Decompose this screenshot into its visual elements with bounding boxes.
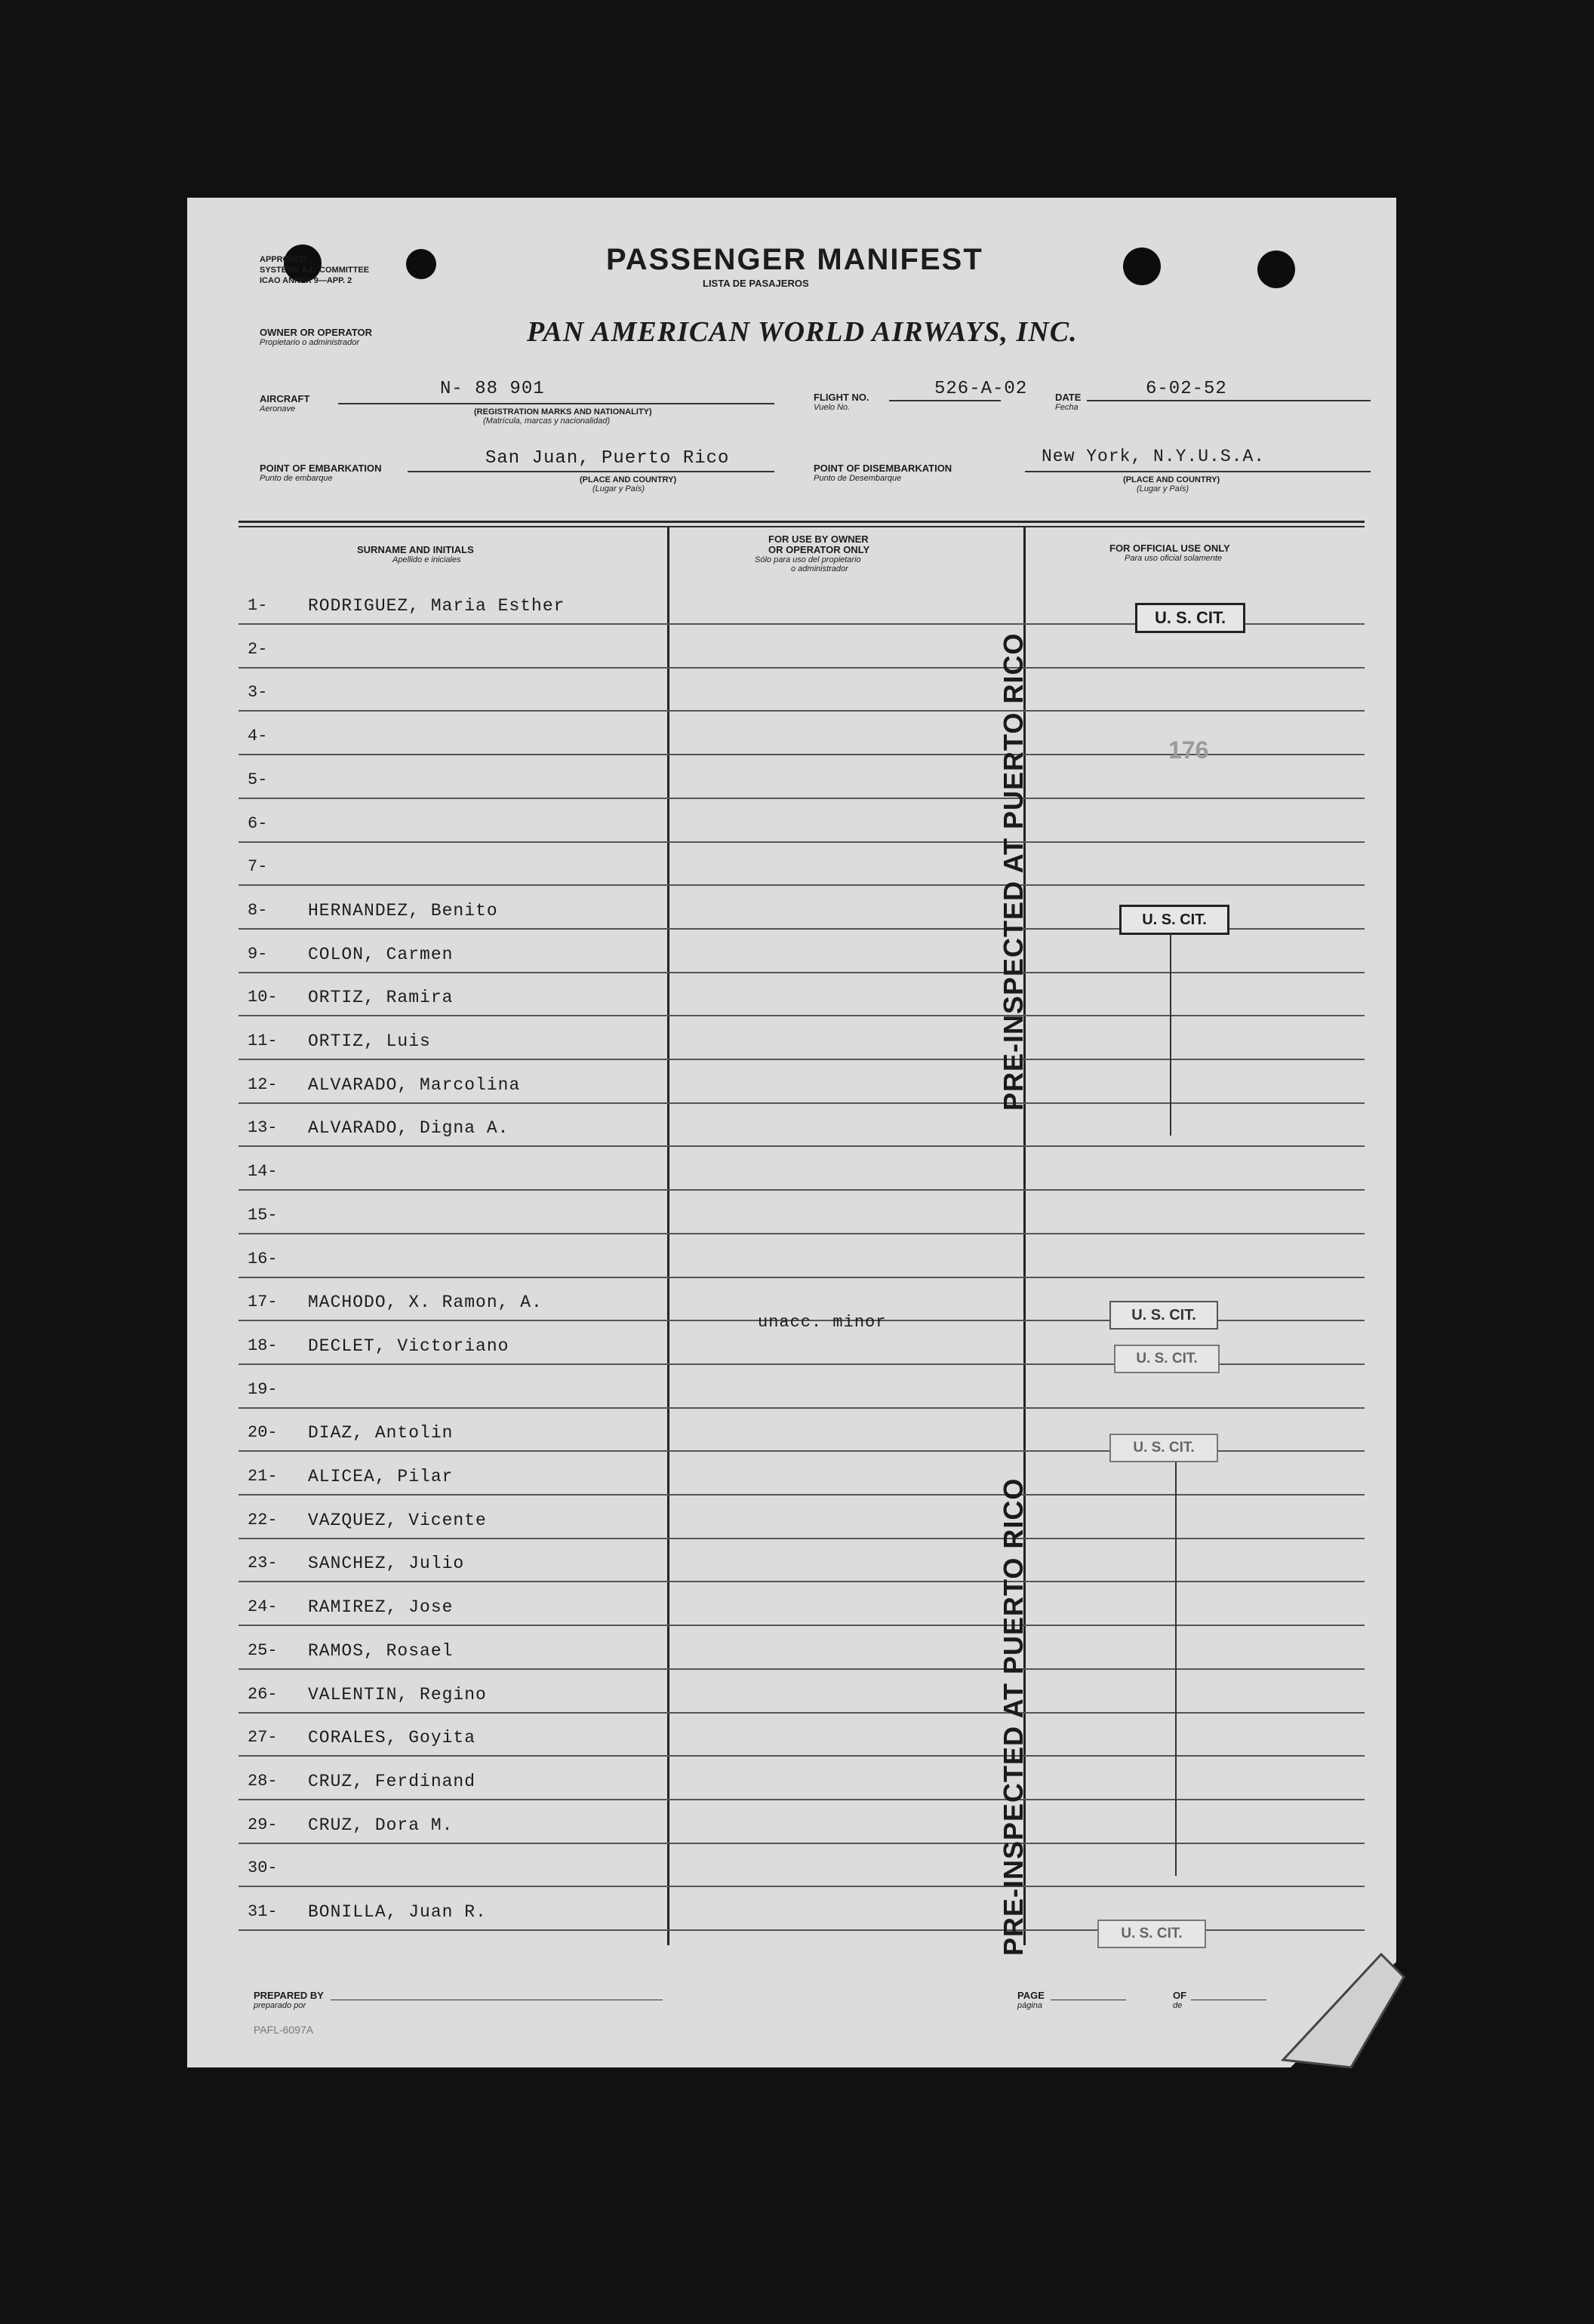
row-rule <box>238 884 1365 886</box>
passenger-name: RODRIGUEZ, Maria Esther <box>308 596 565 616</box>
row-rule <box>238 1015 1365 1016</box>
form-number: PAFL-6097A <box>254 2024 314 2036</box>
flight-label-es: Vuelo No. <box>814 403 851 412</box>
col-official-header: FOR OFFICIAL USE ONLY <box>1109 543 1230 554</box>
date-underline <box>1087 400 1371 401</box>
row-number: 29- <box>248 1815 278 1834</box>
row-rule <box>238 1755 1365 1757</box>
row-number: 18- <box>248 1336 278 1355</box>
row-number: 1- <box>248 596 268 615</box>
row-number: 7- <box>248 857 268 876</box>
pre-inspected-stamp-top: PRE-INSPECTED AT PUERTO RICO <box>998 632 1029 1111</box>
row-number: 17- <box>248 1293 278 1311</box>
passenger-name: RAMIREZ, Jose <box>308 1597 454 1617</box>
owner-label-es: Propietario o administrador <box>260 338 360 347</box>
passenger-name: ALICEA, Pilar <box>308 1467 454 1486</box>
passenger-name: CRUZ, Dora M. <box>308 1815 454 1835</box>
row-number: 22- <box>248 1511 278 1529</box>
operator-note: unacc. minor <box>758 1313 887 1332</box>
row-number: 27- <box>248 1728 278 1747</box>
row-number: 2- <box>248 640 268 659</box>
passenger-name: SANCHEZ, Julio <box>308 1554 465 1573</box>
row-rule <box>238 1581 1365 1582</box>
page-subtitle: LISTA DE PASAJEROS <box>703 278 809 289</box>
of-label: OF <box>1173 1990 1187 2001</box>
passenger-name: RAMOS, Rosael <box>308 1641 454 1661</box>
embarkation-label-es: Punto de embarque <box>260 474 333 483</box>
col-surname-header-es: Apellido e iniciales <box>392 555 461 564</box>
row-number: 11- <box>248 1031 278 1050</box>
row-number: 10- <box>248 988 278 1007</box>
flight-label: FLIGHT NO. <box>814 392 869 403</box>
row-rule <box>238 841 1365 843</box>
uscit-stamp-6: U. S. CIT. <box>1097 1920 1206 1948</box>
row-number: 9- <box>248 945 268 964</box>
date-value: 6-02-52 <box>1146 379 1227 399</box>
row-number: 13- <box>248 1118 278 1137</box>
row-number: 4- <box>248 727 268 745</box>
passenger-name: BONILLA, Juan R. <box>308 1902 487 1922</box>
row-rule <box>238 1189 1365 1191</box>
col-owner-header-2: OR OPERATOR ONLY <box>768 544 870 555</box>
embarkation-value: San Juan, Puerto Rico <box>485 448 730 469</box>
aircraft-caption: (REGISTRATION MARKS AND NATIONALITY) <box>474 407 652 417</box>
aircraft-value: N- 88 901 <box>440 379 545 399</box>
passenger-name: CRUZ, Ferdinand <box>308 1772 476 1791</box>
row-rule <box>238 667 1365 669</box>
passenger-name: ALVARADO, Marcolina <box>308 1075 521 1095</box>
row-number: 28- <box>248 1772 278 1791</box>
row-number: 20- <box>248 1423 278 1442</box>
col-separator-1 <box>667 527 669 1945</box>
prepared-by-label-es: preparado por <box>254 2001 306 2010</box>
row-rule <box>238 1102 1365 1104</box>
aircraft-caption-es: (Matrícula, marcas y nacionalidad) <box>483 417 611 426</box>
row-rule <box>238 1799 1365 1800</box>
page-title: PASSENGER MANIFEST <box>606 243 983 276</box>
owner-value: PAN AMERICAN WORLD AIRWAYS, INC. <box>527 316 1078 348</box>
row-number: 19- <box>248 1380 278 1399</box>
ditto-line-1 <box>1170 933 1171 1136</box>
row-rule <box>238 1538 1365 1539</box>
passenger-name: CORALES, Goyita <box>308 1728 476 1748</box>
row-number: 21- <box>248 1467 278 1486</box>
row-number: 6- <box>248 814 268 833</box>
approval-line-2: SYSTEMS A.L. COMMITTEE <box>260 266 370 275</box>
disembarkation-label-es: Punto de Desembarque <box>814 474 902 483</box>
row-number: 26- <box>248 1685 278 1704</box>
passenger-name: HERNANDEZ, Benito <box>308 901 498 921</box>
row-number: 15- <box>248 1206 278 1225</box>
passenger-name: VAZQUEZ, Vicente <box>308 1511 487 1530</box>
disembarkation-caption: (PLACE AND COUNTRY) <box>1123 475 1220 484</box>
row-rule <box>238 1059 1365 1060</box>
uscit-stamp-2: U. S. CIT. <box>1119 905 1229 935</box>
col-owner-header-1: FOR USE BY OWNER <box>768 533 869 545</box>
row-rule <box>238 1625 1365 1626</box>
approval-line-3: ICAO ANNEX 9—APP. 2 <box>260 276 352 285</box>
flight-value: 526-A-02 <box>934 379 1028 399</box>
row-rule <box>238 1712 1365 1714</box>
folded-corner <box>1260 1947 1411 2098</box>
date-label: DATE <box>1055 392 1082 403</box>
uscit-stamp-3: U. S. CIT. <box>1109 1301 1218 1330</box>
row-number: 12- <box>248 1075 278 1094</box>
row-rule <box>238 972 1365 973</box>
row-rule <box>238 1407 1365 1409</box>
uscit-stamp-4: U. S. CIT. <box>1114 1345 1220 1373</box>
prepared-by-label: PREPARED BY <box>254 1990 324 2001</box>
row-rule <box>238 798 1365 799</box>
row-number: 30- <box>248 1858 278 1877</box>
disembarkation-underline <box>1025 471 1371 472</box>
col-surname-header: SURNAME AND INITIALS <box>357 544 474 555</box>
page-label: PAGE <box>1017 1990 1045 2001</box>
row-number: 14- <box>248 1162 278 1181</box>
passenger-name: ORTIZ, Luis <box>308 1031 431 1051</box>
passenger-name: ORTIZ, Ramira <box>308 988 454 1007</box>
embarkation-caption: (PLACE AND COUNTRY) <box>580 475 677 484</box>
row-number: 25- <box>248 1641 278 1660</box>
row-number: 23- <box>248 1554 278 1572</box>
pre-inspected-stamp-bottom: PRE-INSPECTED AT PUERTO RICO <box>998 1477 1029 1956</box>
page-label-es: página <box>1017 2001 1043 2010</box>
disembarkation-value: New York, N.Y.U.S.A. <box>1042 447 1266 466</box>
col-official-header-es: Para uso oficial solamente <box>1125 554 1223 563</box>
passenger-name: COLON, Carmen <box>308 945 454 964</box>
row-rule <box>238 1494 1365 1496</box>
row-rule <box>238 1886 1365 1887</box>
uscit-stamp-5: U. S. CIT. <box>1109 1434 1218 1462</box>
punch-hole-middle <box>1123 247 1161 285</box>
passenger-name: DECLET, Victoriano <box>308 1336 509 1356</box>
disembarkation-caption-es: (Lugar y País) <box>1137 484 1189 493</box>
table-top-rule-2 <box>238 526 1365 527</box>
row-rule <box>238 1233 1365 1234</box>
embarkation-label: POINT OF EMBARKATION <box>260 463 382 474</box>
row-number: 31- <box>248 1902 278 1921</box>
col-owner-header-es-2: o administrador <box>791 564 848 573</box>
manifest-sheet <box>187 198 1396 2067</box>
disembarkation-label: POINT OF DISEMBARKATION <box>814 463 952 474</box>
col-owner-header-es-1: Sólo para uso del propietario <box>755 555 861 564</box>
passenger-name: MACHODO, X. Ramon, A. <box>308 1293 543 1312</box>
row-number: 8- <box>248 901 268 920</box>
row-number: 5- <box>248 770 268 789</box>
aircraft-label: AIRCRAFT <box>260 393 310 404</box>
date-label-es: Fecha <box>1055 403 1079 412</box>
flight-underline <box>889 400 1001 401</box>
aircraft-underline <box>338 403 774 404</box>
passenger-name: ALVARADO, Digna A. <box>308 1118 509 1138</box>
aircraft-label-es: Aeronave <box>260 404 296 413</box>
row-number: 16- <box>248 1250 278 1268</box>
punch-hole-left-2 <box>406 249 436 279</box>
passenger-name: VALENTIN, Regino <box>308 1685 487 1705</box>
of-label-es: de <box>1173 2001 1183 2010</box>
embarkation-underline <box>408 471 774 472</box>
row-rule <box>238 710 1365 712</box>
uscit-stamp-1: U. S. CIT. <box>1135 603 1245 633</box>
embarkation-caption-es: (Lugar y País) <box>592 484 645 493</box>
approval-line-1: APPROVED <box>260 255 306 264</box>
stamp-number: 176 <box>1168 736 1209 764</box>
table-top-rule <box>238 521 1365 523</box>
row-rule <box>238 1145 1365 1147</box>
row-number: 3- <box>248 683 268 702</box>
row-rule <box>238 1843 1365 1844</box>
ditto-line-2 <box>1175 1462 1177 1876</box>
row-rule <box>238 1277 1365 1278</box>
row-rule <box>238 1668 1365 1670</box>
row-number: 24- <box>248 1597 278 1616</box>
owner-label: OWNER OR OPERATOR <box>260 327 373 338</box>
passenger-name: DIAZ, Antolin <box>308 1423 454 1443</box>
punch-hole-right <box>1257 251 1295 288</box>
